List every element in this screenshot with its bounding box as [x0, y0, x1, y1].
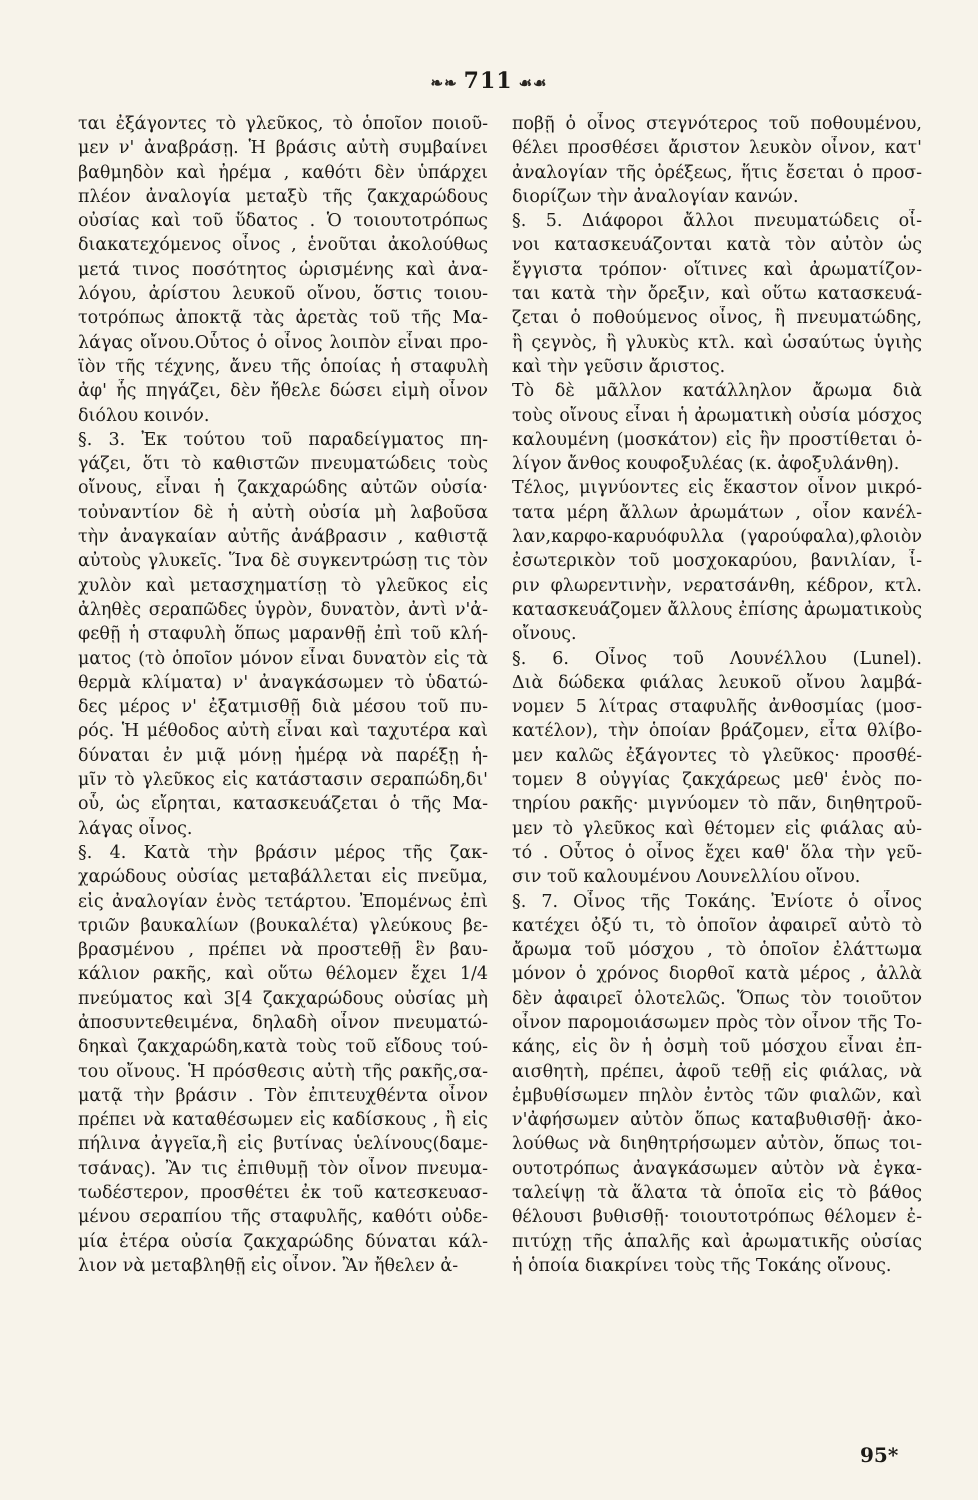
text-line: τριῶν βαυκαλίων (βουκαλέτα) γλεύκους βε- [78, 915, 488, 936]
text-line: τό . Οὗτος ὁ οἶνος ἔχει καθ' ὅλα τὴν γεῦ- [512, 842, 922, 863]
text-line: §. 7. Οἶνος τῆς Τοκάης. Ἐνίοτε ὁ οἶνος [512, 891, 922, 912]
text-line: μεν καλῶς ἐξάγοντες τὸ γλεῦκος· προσθέ- [512, 745, 922, 766]
page-header [0, 68, 978, 94]
signature-mark: 95* [860, 1443, 899, 1467]
text-line: τωδέστερον, προσθέτει ἐκ τοῦ κατεσκευασ- [78, 1183, 488, 1204]
text-line: τατα μέρη ἄλλων ἀρωμάτων , οἷον κανέλ- [512, 502, 922, 523]
text-line: λόγου, ἀρίστου λευκοῦ οἴνου, ὅστις τοιου- [78, 284, 488, 305]
text-line: χαρώδους οὐσίας μεταβάλλεται εἰς πνεῦμα, [78, 867, 488, 888]
text-line: κάλιον ρακῆς, καὶ οὕτω θέλομεν ἔχει 1/4 [78, 964, 488, 985]
text-line: λάγας οἶνος. [78, 818, 193, 839]
text-line: τηρίου ρακῆς· μιγνύομεν τὸ πᾶν, διηθητροῦ- [512, 794, 922, 815]
ornament-left-icon: ❧❧ [430, 74, 458, 92]
right-column [512, 112, 922, 1278]
text-line: ἐσωτερικὸν τοῦ μοσχοκαρύου, βανιλίαν, ἶ- [512, 551, 922, 572]
text-line: ρός. Ἡ μέθοδος αὐτὴ εἶναι καὶ ταχυτέρα καὶ [78, 721, 488, 742]
text-line: λούθως νὰ διηθητρήσωμεν αὐτὸν, ὅπως τοι- [512, 1134, 922, 1155]
text-line: λαν,καρφο-καρυόφυλλα (γαρούφαλα),φλοιὸν [512, 527, 922, 548]
text-line: μῖν τὸ γλεῦκος εἰς κατάστασιν σεραπώδη,δι' [78, 770, 488, 791]
text-line: μόνον ὁ χρόνος διορθοῖ κατὰ μέρος , ἀλλὰ [512, 964, 922, 985]
text-line: διακατεχόμενος οἶνος , ἑνοῦται ἀκολούθως [78, 235, 488, 256]
text-line: ἀφ' ἧς πηγάζει, δὲν ἤθελε δώσει εἰμὴ οἶνον [78, 381, 488, 402]
text-line: πλέον ἀναλογία μεταξὺ τῆς ζακχαρώδους [78, 186, 488, 207]
text-line: εἰς ἀναλογίαν ἑνὸς τετάρτου. Ἐπομένως ἐπὶ [78, 891, 488, 912]
text-line: ζεται ὁ ποθούμενος οἶνος, ἢ πνευματώδης, [512, 308, 922, 329]
text-line: χυλὸν καὶ μετασχηματίσῃ τὸ γλεῦκος εἰς [78, 575, 488, 596]
text-line: τοὐναντίον δὲ ἡ αὐτὴ οὐσία μὴ λαβοῦσα [78, 502, 488, 523]
text-line: λίγον ἄνθος κουφοξυλέας (κ. ἀφοξυλάνθη). [512, 454, 900, 475]
text-line: πνεύματος καὶ 3[4 ζακχαρώδους οὐσίας μὴ [78, 988, 488, 1009]
text-line: κατέλον), τὴν ὁποίαν βράζομεν, εἶτα θλίβο- [512, 721, 922, 742]
text-line: δηκαὶ ζακχαρώδη,κατὰ τοὺς τοῦ εἴδους τού- [78, 1037, 488, 1058]
text-line: ἐμβυθίσωμεν πηλὸν ἐντὸς τῶν φιαλῶν, καὶ [512, 1085, 922, 1106]
text-line: ματος (τὸ ὁποῖον μόνον εἶναι δυνατὸν εἰς τὰ [78, 648, 488, 669]
text-line: θερμὰ κλίματα) ν' ἀναγκάσωμεν τὸ ὑδατώ- [78, 672, 488, 693]
text-line: ριν φλωρεντινὴν, νερατσάνθη, κέδρον, κτλ. [512, 575, 922, 596]
text-line: βρασμένου , πρέπει νὰ προστεθῇ ἓν βαυ- [78, 940, 488, 961]
text-line: αὐτοὺς γλυκεῖς. Ἵνα δὲ συγκεντρώσῃ τις τὸν [78, 551, 488, 572]
text-line: ποβῇ ὁ οἶνος στεγνότερος τοῦ ποθουμένου, [512, 114, 922, 134]
text-line: ἀναλογίαν τῆς ὀρέξεως, ἥτις ἔσεται ὁ προσ- [512, 162, 922, 183]
text-line: ἀληθὲς σεραπῶδες ὑγρὸν, δυνατὸν, ἀντὶ ν'ἀ- [78, 599, 488, 620]
text-line: ἄρωμα τοῦ μόσχου , τὸ ὁποῖον ἐλάττωμα [512, 940, 922, 961]
text-line: πήλινα ἀγγεῖα,ἢ εἰς βυτίνας ὑελίνους(δαμε- [78, 1134, 488, 1155]
text-line: οὐσίας καὶ τοῦ ὕδατος . Ὁ τοιουτοτρόπως [78, 211, 488, 232]
text-line: αισθητὴ, πρέπει, ἀφοῦ τεθῇ εἰς φιάλας, νὰ [512, 1061, 922, 1082]
text-line: καλουμένη (μοσκάτον) εἰς ἣν προστίθεται ὀ- [512, 429, 922, 450]
text-line: κάης, εἰς ὃν ἡ ὀσμὴ τοῦ μόσχου εἶναι ἐπ- [512, 1037, 922, 1058]
text-line: μένου σεραπίου τῆς σταφυλῆς, καθότι οὐδε- [78, 1207, 488, 1228]
text-line: μία ἑτέρα οὐσία ζακχαρώδης δύναται κάλ- [78, 1231, 488, 1252]
text-line: φεθῇ ἡ σταφυλὴ ὅπως μαρανθῇ ἐπὶ τοῦ κλή- [78, 624, 488, 645]
text-line: §. 6. Οἶνος τοῦ Λουνέλλου (Lunel). [512, 648, 922, 669]
text-line: βαθμηδὸν καὶ ἠρέμα , καθότι δὲν ὑπάρχει [78, 162, 488, 183]
text-line: του οἴνους. Ἡ πρόσθεσις αὐτὴ τῆς ρακῆς,σα- [78, 1061, 488, 1082]
text-line: οἶνον παρομοιάσωμεν πρὸς τὸν οἶνον τῆς Το- [512, 1012, 922, 1033]
text-line: Τέλος, μιγνύοντες εἰς ἕκαστον οἶνον μικρό- [512, 478, 922, 499]
text-line: μετά τινος ποσότητος ὡρισμένης καὶ ἀνα- [78, 259, 488, 280]
text-line: νοι κατασκευάζονται κατὰ τὸν αὐτὸν ὡς [512, 235, 922, 256]
text-line: πιτύχῃ τῆς ἁπαλῆς καὶ ἀρωματικῆς οὐσίας [512, 1231, 922, 1252]
text-line: §. 3. Ἐκ τούτου τοῦ παραδείγματος πη- [78, 429, 488, 450]
text-line: §. 4. Κατὰ τὴν βράσιν μέρος τῆς ζακ- [78, 842, 488, 863]
text-line: δὲν ἀφαιρεῖ ὁλοτελῶς. Ὅπως τὸν τοιοῦτον [512, 988, 922, 1009]
ornament-right-icon: ☙☙ [518, 74, 548, 92]
text-line: ματᾷ τὴν βράσιν . Τὸν ἐπιτευχθέντα οἶνον [78, 1085, 488, 1106]
text-line: τοτρόπως ἀποκτᾷ τὰς ἀρετὰς τοῦ τῆς Μα- [78, 308, 488, 329]
text-line: διορίζων τὴν ἀναλογίαν κανών. [512, 186, 799, 207]
text-line: δύναται ἐν μιᾷ μόνῃ ἡμέρᾳ νὰ παρέξῃ ἡ- [78, 745, 488, 766]
text-line: κατέχει ὀξύ τι, τὸ ὁποῖον ἀφαιρεῖ αὐτὸ τὸ [512, 915, 922, 936]
text-line: ἀποσυντεθειμένα, δηλαδὴ οἶνον πνευματώ- [78, 1012, 488, 1033]
page-number: 711 [463, 68, 513, 94]
text-line: μεν τὸ γλεῦκος καὶ θέτομεν εἰς φιάλας αὐ- [512, 818, 922, 839]
text-line: λάγας οἴνου.Οὗτος ὁ οἶνος λοιπὸν εἶναι προ- [78, 332, 488, 353]
text-line: νομεν 5 λίτρας σταφυλῆς ἀνθοσμίας (μοσ- [512, 697, 922, 718]
text-line: δες μέρος ν' ἐξατμισθῇ διὰ μέσου τοῦ πυ- [78, 697, 488, 718]
text-line: πρέπει νὰ καταθέσωμεν εἰς καδίσκους , ἢ εἰς [78, 1110, 488, 1131]
text-line: ϊὸν τῆς τέχνης, ἄνευ τῆς ὁποίας ἡ σταφυλὴ [78, 356, 488, 377]
text-line: ἡ ὁποία διακρίνει τοὺς τῆς Τοκάης οἴνους. [512, 1255, 892, 1276]
text-line: τομεν 8 οὐγγίας ζακχάρεως μεθ' ἑνὸς πο- [512, 770, 922, 791]
text-line: οἴνους. [512, 624, 577, 645]
text-line: ουτοτρόπως ἀναγκάσωμεν αὐτὸν νὰ ἐγκα- [512, 1158, 922, 1179]
text-line: ται ἐξάγοντες τὸ γλεῦκος, τὸ ὁποῖον ποιοῦ- [78, 114, 488, 134]
text-line: §. 5. Διάφοροι ἄλλοι πνευματώδεις οἶ- [512, 211, 922, 232]
text-line: τσάνας). Ἂν τις ἐπιθυμῇ τὸν οἶνον πνευμα- [78, 1158, 488, 1179]
text-line: διόλου κοινόν. [78, 405, 210, 426]
text-line: Τὸ δὲ μᾶλλον κατάλληλον ἄρωμα διὰ [512, 381, 922, 402]
text-line: θέλει προσθέσει ἄριστον λευκὸν οἶνον, κατ' [512, 138, 922, 159]
left-column [78, 112, 488, 1278]
text-line: λιον νὰ μεταβληθῇ εἰς οἶνον. Ἂν ἤθελεν ἀ- [78, 1255, 459, 1276]
text-line: ἢ ςεγνὸς, ἢ γλυκὺς κτλ. καὶ ὡσαύτως ὑγιὴς [512, 332, 922, 353]
text-line: ται κατὰ τὴν ὄρεξιν, καὶ οὕτω κατασκευά- [512, 284, 922, 305]
text-line: τὴν ἀναγκαίαν αὐτῆς ἀνάβρασιν , καθιστᾷ [78, 527, 488, 548]
text-line: τοὺς οἴνους εἶναι ἡ ἀρωματικὴ οὐσία μόσχος [512, 405, 922, 426]
text-line: Διὰ δώδεκα φιάλας λευκοῦ οἴνου λαμβά- [512, 672, 922, 693]
text-line: μεν ν' ἀναβράσῃ. Ἡ βράσις αὐτὴ συμβαίνει [78, 138, 488, 159]
text-line: σιν τοῦ καλουμένου Λουνελλίου οἴνου. [512, 867, 861, 888]
text-line: γάζει, ὅτι τὸ καθιστῶν πνευματώδεις τοὺς [78, 454, 488, 475]
text-line: ἔγγιστα τρόπον· οἵτινες καὶ ἀρωματίζον- [512, 259, 922, 280]
text-line: οὗ, ὡς εἴρηται, κατασκευάζεται ὁ τῆς Μα- [78, 794, 488, 815]
text-line: ν'ἀφήσωμεν αὐτὸν ὅπως καταβυθισθῇ· ἀκο- [512, 1110, 922, 1131]
text-line: ταλείψῃ τὰ ἅλατα τὰ ὁποῖα εἰς τὸ βάθος [512, 1183, 922, 1204]
text-line: καὶ τὴν γεῦσιν ἄριστος. [512, 356, 726, 377]
text-line: οἴνους, εἶναι ἡ ζακχαρώδης αὐτῶν οὐσία· [78, 478, 488, 499]
text-line: κατασκευάζομεν ἄλλους ἐπίσης ἀρωματικοὺς [512, 599, 922, 620]
text-line: θέλουσι βυθισθῇ· τοιουτοτρόπως θέλομεν ἐ- [512, 1207, 922, 1228]
